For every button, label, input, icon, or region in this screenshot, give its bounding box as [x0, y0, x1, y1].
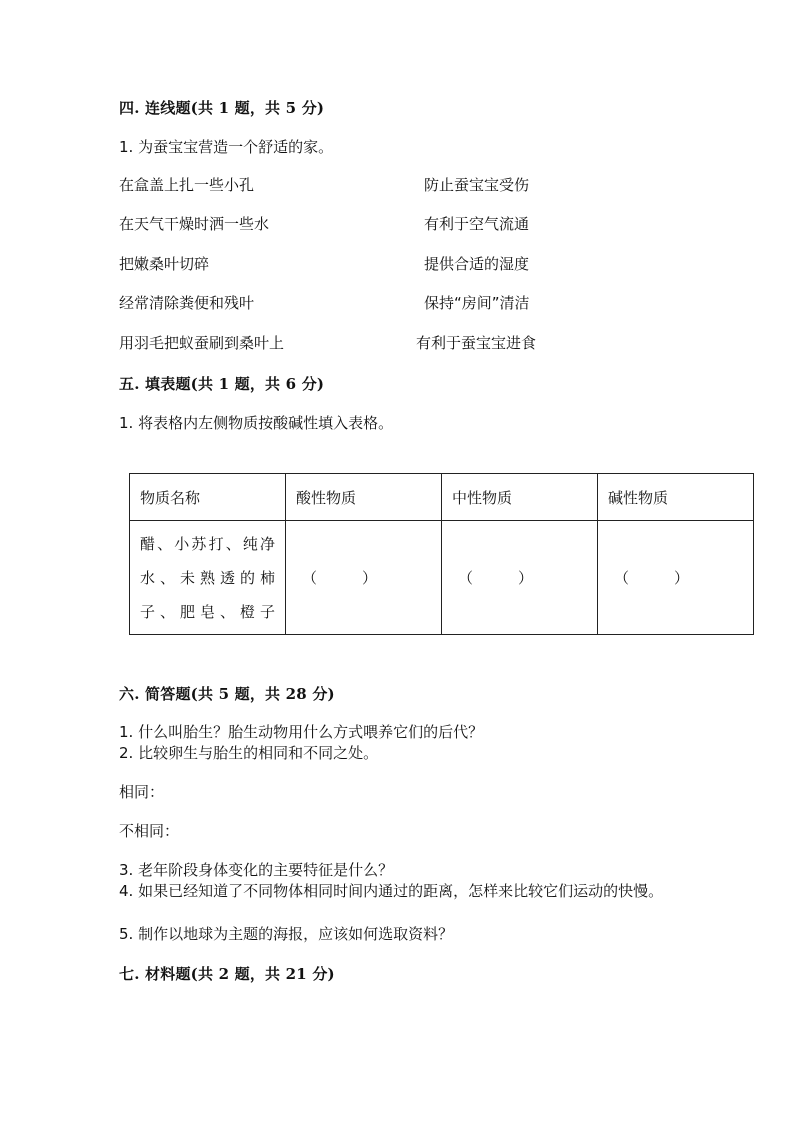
substance-line-3: 子、肥皂、橙子 — [140, 602, 275, 621]
table-row — [130, 521, 754, 635]
section-7-title: 七. 材料题(共 2 题，共 21 分) — [119, 965, 335, 983]
substance-line-2: 水、未熟透的柿 — [140, 568, 275, 587]
right-item-3: 提供合适的湿度 — [424, 255, 530, 273]
substance-table — [129, 473, 754, 635]
right-item-1: 防止蚕宝宝受伤 — [424, 176, 530, 194]
right-item-2: 有利于空气流通 — [424, 215, 530, 233]
neutral-answer-cell — [442, 521, 598, 635]
short-answer-q5: 5. 制作以地球为主题的海报，应该如何选取资料？ — [119, 925, 454, 943]
short-answer-q3: 3. 老年阶段身体变化的主要特征是什么？ — [119, 861, 394, 879]
section-4-title: 四. 连线题(共 1 题，共 5 分) — [119, 99, 325, 117]
short-answer-q2: 2. 比较卵生与胎生的相同和不同之处。 — [119, 744, 379, 762]
table-header-row — [130, 474, 754, 521]
header-substance-name: 物质名称 — [130, 474, 286, 521]
left-item-2: 在天气干燥时洒一些水 — [119, 215, 270, 233]
header-neutral: 中性物质 — [442, 474, 598, 521]
same-label: 相同： — [119, 783, 165, 801]
header-alkaline: 碱性物质 — [598, 474, 754, 521]
left-item-1: 在盒盖上扎一些小孔 — [119, 176, 255, 194]
left-item-5: 用羽毛把蚁蚕刷到桑叶上 — [119, 334, 285, 352]
right-item-4: 保持“房间”清洁 — [424, 294, 530, 312]
section-6-title: 六. 简答题(共 5 题，共 28 分) — [119, 685, 335, 703]
short-answer-q1: 1. 什么叫胎生？胎生动物用什么方式喂养它们的后代？ — [119, 723, 484, 741]
substance-list-cell — [130, 521, 286, 635]
substance-line-1: 醋、小苏打、纯净 — [140, 534, 275, 553]
right-item-5: 有利于蚕宝宝进食 — [416, 334, 537, 352]
acidic-blank: （ ） — [302, 569, 378, 587]
section-4-question: 1. 为蚕宝宝营造一个舒适的家。 — [119, 138, 334, 156]
acidic-answer-cell — [286, 521, 442, 635]
section-5-title: 五. 填表题(共 1 题，共 6 分) — [119, 375, 325, 393]
different-label: 不相同： — [119, 822, 180, 840]
neutral-blank: （ ） — [458, 569, 534, 587]
section-5-question: 1. 将表格内左侧物质按酸碱性填入表格。 — [119, 414, 394, 432]
alkaline-answer-cell — [598, 521, 754, 635]
left-item-3: 把嫩桑叶切碎 — [119, 255, 210, 273]
left-item-4: 经常清除粪便和残叶 — [119, 294, 255, 312]
alkaline-blank: （ ） — [614, 569, 690, 587]
header-acidic: 酸性物质 — [286, 474, 442, 521]
short-answer-q4: 4. 如果已经知道了不同物体相同时间内通过的距离，怎样来比较它们运动的快慢。 — [119, 882, 664, 900]
